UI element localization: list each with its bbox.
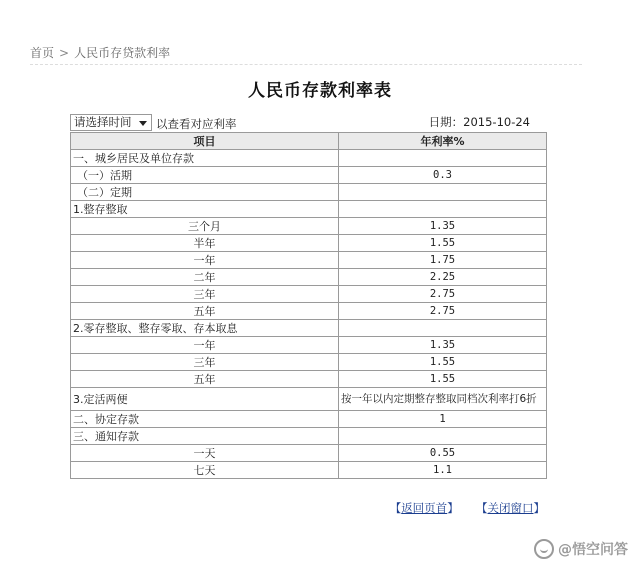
chevron-right-icon: > — [59, 45, 70, 60]
table-row — [71, 150, 547, 167]
footer-links: 【返回页首】 【关闭窗口】 — [389, 501, 545, 515]
table-row — [71, 428, 547, 445]
row-item: 一、城乡居民及单位存款 — [71, 150, 339, 167]
table-row — [71, 388, 547, 411]
date-select-value: 请选择时间 — [74, 115, 132, 129]
table-row — [71, 371, 547, 388]
watermark-text: @悟空问答 — [558, 542, 628, 558]
rate-table — [70, 132, 547, 479]
table-row — [71, 445, 547, 462]
row-rate: 1.35 — [339, 337, 547, 354]
table-row — [71, 303, 547, 320]
table-row — [71, 235, 547, 252]
page-title: 人民币存款利率表 — [248, 81, 392, 101]
row-item: 二、协定存款 — [71, 411, 339, 428]
select-hint-text: 以查看对应利率 — [156, 117, 237, 131]
table-header-row — [71, 133, 547, 150]
row-rate: 2.75 — [339, 303, 547, 320]
row-rate — [339, 184, 547, 201]
row-item: （一）活期 — [71, 167, 339, 184]
divider — [30, 64, 582, 65]
row-item: （二）定期 — [71, 184, 339, 201]
row-item: 五年 — [71, 371, 339, 388]
row-item: 一年 — [71, 337, 339, 354]
row-item: 3.定活两便 — [71, 388, 339, 411]
row-rate — [339, 201, 547, 218]
row-rate: 0.3 — [339, 167, 547, 184]
row-rate: 1.1 — [339, 462, 547, 479]
breadcrumb — [30, 44, 170, 61]
row-rate — [339, 150, 547, 167]
row-rate: 按一年以内定期整存整取同档次利率打6折 — [339, 388, 547, 411]
date-value: 2015-10-24 — [463, 115, 530, 129]
table-row — [71, 201, 547, 218]
table-row — [71, 320, 547, 337]
date-display — [429, 114, 530, 130]
date-select[interactable] — [70, 114, 152, 131]
row-rate: 1.55 — [339, 371, 547, 388]
row-rate — [339, 320, 547, 337]
row-item: 一年 — [71, 252, 339, 269]
row-item: 三年 — [71, 286, 339, 303]
row-item: 二年 — [71, 269, 339, 286]
row-rate: 0.55 — [339, 445, 547, 462]
row-item: 三年 — [71, 354, 339, 371]
table-row — [71, 354, 547, 371]
table-row — [71, 252, 547, 269]
row-rate: 2.25 — [339, 269, 547, 286]
date-label: 日期： — [428, 115, 464, 129]
row-item: 半年 — [71, 235, 339, 252]
row-item: 三、通知存款 — [71, 428, 339, 445]
row-item: 2.零存整取、整存零取、存本取息 — [71, 320, 339, 337]
breadcrumb-home-link[interactable]: 首页 — [30, 46, 55, 60]
row-rate: 1.55 — [339, 354, 547, 371]
row-item: 五年 — [71, 303, 339, 320]
header-rate: 年利率% — [339, 133, 547, 150]
row-item: 1.整存整取 — [71, 201, 339, 218]
controls-bar — [70, 114, 546, 132]
header-item: 项目 — [71, 133, 339, 150]
table-row — [71, 411, 547, 428]
row-rate: 1.35 — [339, 218, 547, 235]
row-rate: 1.75 — [339, 252, 547, 269]
table-row — [71, 184, 547, 201]
row-rate: 2.75 — [339, 286, 547, 303]
row-rate: 1 — [339, 411, 547, 428]
close-window-link[interactable]: 关闭窗口 — [487, 501, 534, 515]
table-row — [71, 337, 547, 354]
table-row — [71, 269, 547, 286]
wukong-logo-icon — [534, 539, 554, 559]
table-row — [71, 286, 547, 303]
breadcrumb-current-link[interactable]: 人民币存贷款利率 — [74, 46, 171, 60]
row-rate — [339, 428, 547, 445]
back-to-top-link[interactable]: 返回页首 — [401, 501, 448, 515]
row-item: 三个月 — [71, 218, 339, 235]
watermark — [534, 539, 628, 559]
row-item: 七天 — [71, 462, 339, 479]
table-row — [71, 462, 547, 479]
table-row — [71, 167, 547, 184]
row-item: 一天 — [71, 445, 339, 462]
dropdown-arrow-icon[interactable] — [136, 117, 149, 128]
table-row — [71, 218, 547, 235]
row-rate: 1.55 — [339, 235, 547, 252]
